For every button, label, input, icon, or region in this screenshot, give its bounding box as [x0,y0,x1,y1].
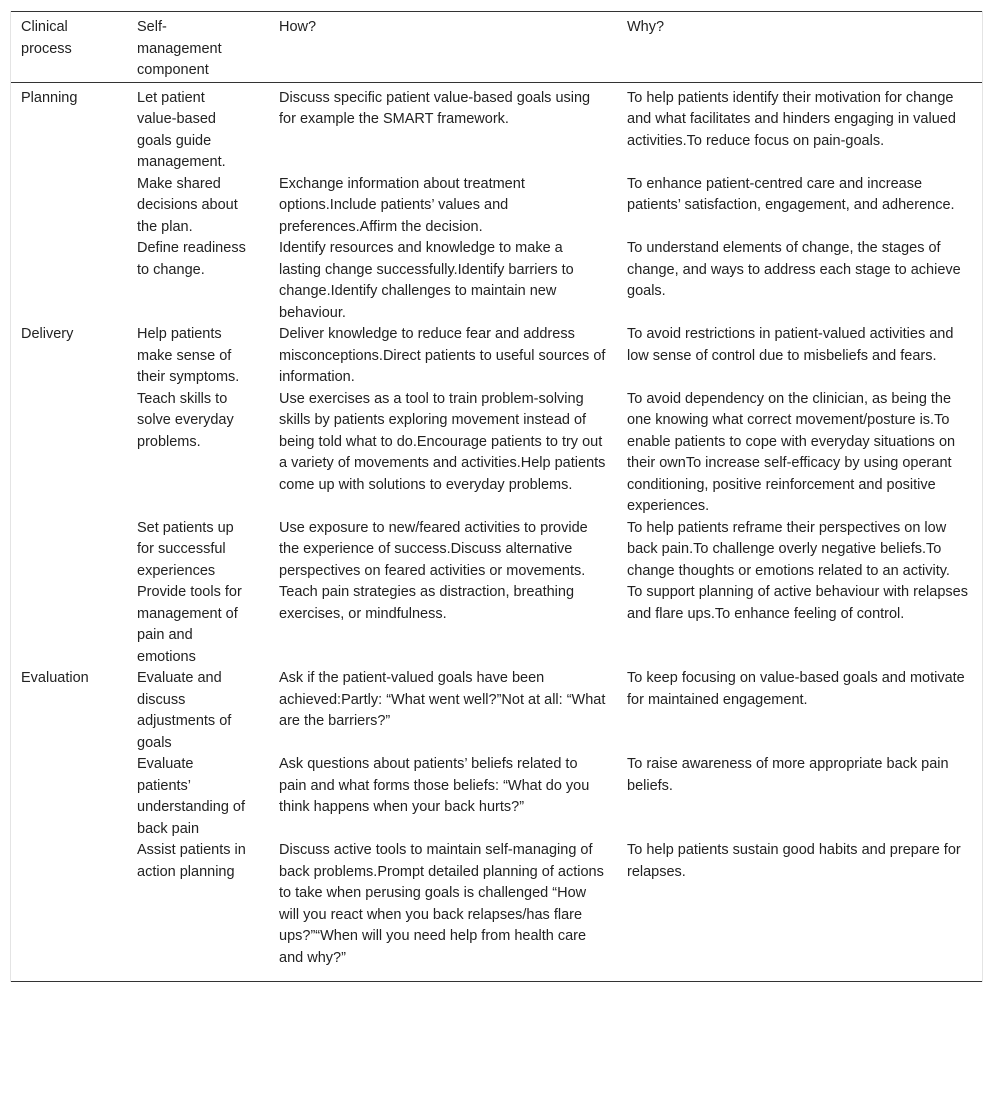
component-cell: Provide tools for management of pain and emotions [137,584,242,665]
clinical-process-cell [11,174,127,239]
clinical-process-cell: Planning [21,89,78,106]
why-cell: To avoid restrictions in patient-valued activities and low sense of control due to misbeliefs and fears. [627,326,954,364]
why-cell: To understand elements of change, the stages of change, and ways to address each stage to achieve goals. [627,240,961,299]
clinical-process-cell [11,840,127,982]
how-cell: Exchange information about treatment options.Include patients’ values and preferences.Affirm the decision. [279,175,525,235]
table-row [11,518,982,583]
component-cell: Teach skills to solve everyday problems. [137,390,234,450]
table-container [10,11,983,982]
how-cell: Use exercises as a tool to train problem-solving skills by patients exploring movement instead of being told what to do.Encourage patients to try out a variety of movements and activities.Help patients come up with solutions to everyday problems. [279,390,606,493]
table-row [11,389,982,518]
why-cell: To avoid dependency on the clinician, as being the one knowing what correct movement/posture is.To enable patients to cope with everyday situations on their ownTo increase self-efficacy by using operant conditioning, positive reinforcement and positive experiences. [627,390,956,514]
how-cell: Use exposure to new/feared activities to provide the experience of success.Discuss alternative perspectives on feared activities or movements. [279,519,588,579]
why-cell: To raise awareness of more appropriate back pain beliefs. [627,756,949,794]
clinical-process-cell [11,754,127,840]
component-cell: Assist patients in action planning [137,842,246,880]
table-row [11,754,982,840]
how-cell: Ask if the patient-valued goals have been achieved:Partly: “What went well?”Not at all: “What are the barriers?” [279,670,606,729]
how-cell: Discuss specific patient value-based goals using for example the SMART framework. [279,89,591,127]
clinical-process-cell [11,582,127,668]
header-self-management-component: Self-management component [137,19,222,78]
why-cell: To help patients reframe their perspectives on low back pain.To challenge overly negative beliefs.To change thoughts or emotions related to an activity. [627,519,950,579]
clinical-process-cell: Delivery [21,326,74,342]
why-cell: To keep focusing on value-based goals and motivate for maintained engagement. [627,670,965,708]
table-row [11,668,982,754]
clinical-process-cell: Evaluation [21,670,89,686]
component-cell: Make shared decisions about the plan. [137,175,238,235]
table-row [11,582,982,668]
why-cell: To help patients identify their motivation for change and what facilitates and hinders engaging in valued activities.To reduce focus on pain-goals. [627,89,956,149]
component-cell: Define readiness to change. [137,240,246,278]
clinical-process-cell [11,518,127,583]
table-row [11,174,982,239]
table-row [11,840,982,982]
component-cell: Help patients make sense of their symptoms. [137,326,240,385]
self-management-table [11,11,982,982]
how-cell: Discuss active tools to maintain self-managing of back problems.Prompt detailed planning of actions to take when perusing goals is challenged “How will you react when you back relapses/has flare ups?”“When will you need help from health care and why?” [279,842,604,966]
component-cell: Set patients up for successful experiences [137,519,234,579]
component-cell: Let patient value-based goals guide management. [137,89,226,170]
how-cell: Identify resources and knowledge to make a lasting change successfully.Identify barriers to change.Identify challenges to maintain new behaviour. [279,240,574,321]
table-row [11,82,982,174]
why-cell: To enhance patient-centred care and increase patients’ satisfaction, engagement, and adherence. [627,175,955,213]
header-how: How? [279,19,317,35]
how-cell: Ask questions about patients’ beliefs related to pain and what forms those beliefs: “What do you think happens when your back hurts?” [279,756,590,815]
table-row [11,238,982,324]
component-cell: Evaluate and discuss adjustments of goals [137,670,232,751]
clinical-process-cell [11,389,127,518]
why-cell: To support planning of active behaviour with relapses and flare ups.To enhance feeling of control. [627,584,968,622]
header-row [11,12,982,83]
why-cell: To help patients sustain good habits and prepare for relapses. [627,842,961,880]
table-row [11,324,982,389]
how-cell: Teach pain strategies as distraction, breathing exercises, or mindfulness. [279,584,575,622]
component-cell: Evaluate patients’ understanding of back pain [137,756,246,837]
header-clinical-process: Clinical process [21,19,72,57]
how-cell: Deliver knowledge to reduce fear and address misconceptions.Direct patients to useful sources of information. [279,326,606,385]
header-why: Why? [627,19,665,35]
clinical-process-cell [11,238,127,324]
